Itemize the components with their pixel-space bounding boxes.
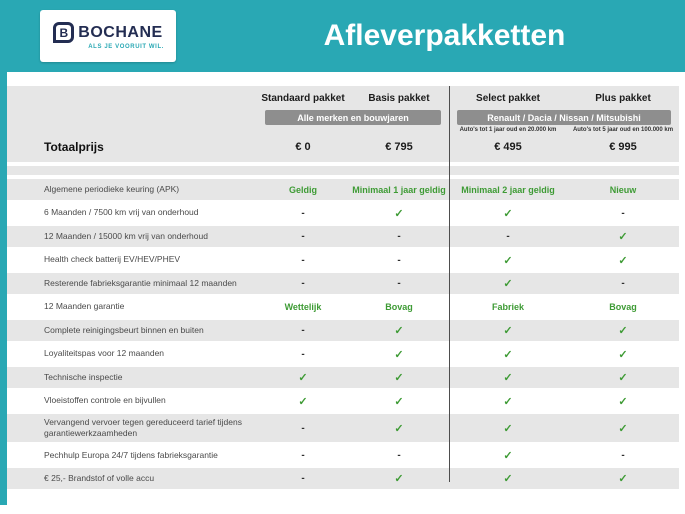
check-icon: ✓: [298, 395, 308, 408]
row-label: Complete reinigingsbeurt binnen en buiten: [44, 324, 204, 335]
dash-mark: -: [301, 207, 305, 219]
check-icon: ✓: [618, 422, 628, 435]
row-label: Pechhulp Europa 24/7 tijdens fabrieksgarantie: [44, 449, 218, 460]
logo-row: [53, 22, 162, 43]
check-icon: ✓: [618, 231, 628, 243]
feature-value-text: Minimaal 1 jaar geldig: [352, 184, 446, 195]
check-icon: ✓: [618, 473, 628, 486]
column-headers: [7, 90, 679, 107]
empty-gray-row: [7, 166, 679, 175]
subnotes-row: [7, 126, 679, 135]
check-icon: ✓: [618, 254, 628, 267]
feature-rows: [7, 179, 679, 489]
table-row: [7, 203, 679, 224]
total-price-basis: € 795: [385, 141, 413, 153]
check-icon: ✓: [394, 395, 404, 408]
bochane-logo: [40, 10, 176, 62]
total-price-row: [7, 137, 679, 157]
logo-tagline: ALS JE VOORUIT WIL.: [88, 44, 164, 50]
check-icon: ✓: [503, 422, 513, 435]
check-icon: ✓: [503, 325, 513, 337]
subnote-plus: Auto's tot 5 jaar oud en 100.000 km: [572, 127, 674, 133]
row-label: Resterende fabrieksgarantie minimaal 12 maanden: [44, 277, 237, 288]
dash-mark: -: [301, 325, 305, 336]
check-icon: ✓: [394, 422, 404, 435]
table-row: [7, 320, 679, 341]
table-row: [7, 367, 679, 388]
check-icon: ✓: [618, 372, 628, 384]
dash-mark: -: [397, 278, 401, 289]
feature-value-text: Fabriek: [491, 302, 524, 312]
bochane-b-icon: B: [53, 22, 74, 43]
table-row: [7, 297, 679, 318]
row-label: Vervangend vervoer tegen gereduceerd tarief tijdens garantiewerkzaamheden: [44, 417, 242, 439]
row-label: Vloeistoffen controle en bijvullen: [44, 395, 166, 406]
dash-mark: -: [397, 231, 401, 242]
dash-mark: -: [621, 278, 625, 289]
table-row: [7, 414, 679, 442]
table-row: [7, 273, 679, 294]
check-icon: ✓: [394, 473, 404, 486]
total-price-label: Totaalprijs: [44, 140, 104, 154]
dash-mark: -: [301, 278, 305, 289]
feature-value-text: Geldig: [288, 184, 317, 195]
dash-mark: -: [397, 449, 401, 461]
column-header-select: Select pakket: [476, 93, 540, 104]
group-badges: [7, 107, 679, 126]
feature-value-text: Wettelijk: [284, 302, 322, 312]
row-label: 6 Maanden / 7500 km vrij van onderhoud: [44, 207, 199, 218]
column-group-divider: [449, 86, 450, 482]
column-header-basis: Basis pakket: [368, 93, 430, 104]
dash-mark: -: [397, 254, 401, 266]
check-icon: ✓: [503, 372, 513, 384]
check-icon: ✓: [618, 348, 628, 361]
subnote-select: Auto's tot 1 jaar oud en 20.000 km: [459, 127, 557, 133]
table-row: [7, 391, 679, 412]
total-price-standaard: € 0: [295, 141, 311, 153]
dash-mark: -: [301, 422, 305, 434]
row-label: 12 Maanden / 15000 km vrij van onderhoud: [44, 230, 208, 241]
left-accent-strip: [0, 72, 7, 505]
table-row: [7, 226, 679, 247]
empty-corner-cell: [7, 90, 257, 107]
dash-mark: -: [506, 231, 510, 242]
logo-text: BOCHANE: [78, 23, 163, 41]
check-icon: ✓: [503, 395, 513, 408]
table-row: [7, 179, 679, 200]
table-row: [7, 468, 679, 489]
check-icon: ✓: [503, 449, 513, 462]
check-icon: ✓: [503, 278, 513, 290]
feature-value-text: Bovag: [609, 302, 637, 312]
dash-mark: -: [621, 207, 625, 219]
total-price-plus: € 995: [609, 141, 637, 153]
feature-value-text: Nieuw: [609, 184, 637, 195]
dash-mark: -: [301, 254, 305, 266]
table-row: [7, 445, 679, 466]
table-header-band: [7, 86, 679, 162]
feature-value-text: Minimaal 2 jaar geldig: [461, 184, 555, 195]
dash-mark: -: [301, 473, 305, 485]
check-icon: ✓: [503, 254, 513, 267]
row-label: Technische inspectie: [44, 371, 123, 382]
check-icon: ✓: [503, 348, 513, 361]
check-icon: ✓: [503, 207, 513, 220]
row-label: € 25,- Brandstof of volle accu: [44, 473, 155, 484]
check-icon: ✓: [394, 372, 404, 384]
total-price-select: € 495: [494, 141, 522, 153]
check-icon: ✓: [298, 372, 308, 384]
column-header-plus: Plus pakket: [595, 93, 651, 104]
page-title: Afleverpakketten: [323, 19, 566, 52]
packages-table: [7, 86, 679, 492]
table-row: [7, 344, 679, 365]
check-icon: ✓: [394, 207, 404, 220]
row-label: Health check batterij EV/HEV/PHEV: [44, 254, 181, 265]
check-icon: ✓: [503, 473, 513, 486]
row-label: Algemene periodieke keuring (APK): [44, 183, 180, 194]
check-icon: ✓: [394, 348, 404, 361]
feature-value-text: Bovag: [385, 302, 413, 312]
row-label: Loyaliteitspas voor 12 maanden: [44, 348, 165, 359]
row-label: 12 Maanden garantie: [44, 301, 125, 312]
dash-mark: -: [621, 449, 625, 461]
badge-renault-group: Renault / Dacia / Nissan / Mitsubishi: [457, 110, 671, 125]
header-bar: [0, 0, 685, 72]
check-icon: ✓: [394, 325, 404, 337]
dash-mark: -: [301, 231, 305, 242]
column-header-standaard: Standaard pakket: [261, 93, 345, 104]
dash-mark: -: [301, 348, 305, 360]
check-icon: ✓: [618, 325, 628, 337]
table-row: [7, 250, 679, 271]
badge-all-brands: Alle merken en bouwjaren: [265, 110, 441, 125]
dash-mark: -: [301, 449, 305, 461]
check-icon: ✓: [618, 395, 628, 408]
